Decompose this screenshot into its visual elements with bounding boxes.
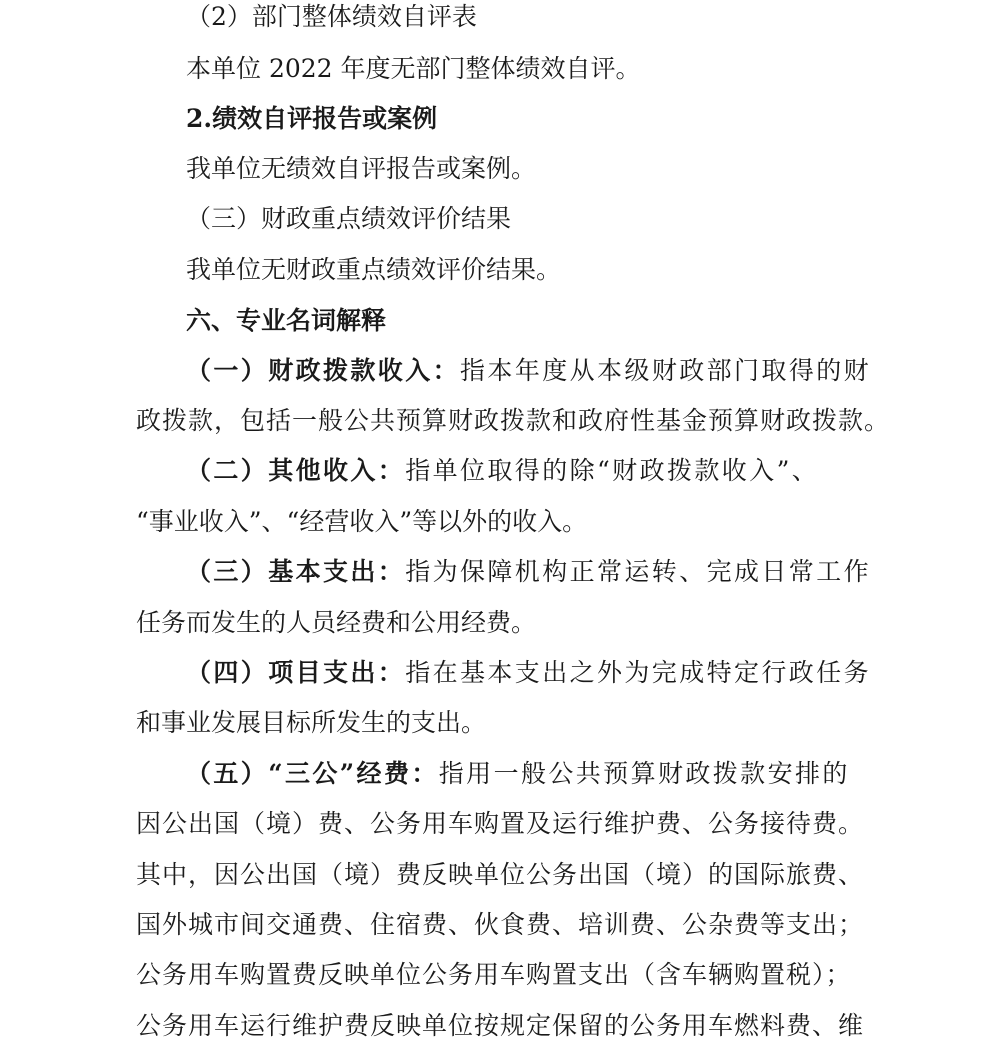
paragraph-no-dept-eval: 本单位 2022 年度无部门整体绩效自评。 <box>186 54 641 83</box>
term-definition: 指在基本支出之外为完成特定行政任务 <box>405 658 872 687</box>
term-other-income-cont: “事业收入”、“经营收入”等以外的收入。 <box>136 507 588 536</box>
subsection-heading-dept-eval-table: （2）部门整体绩效自评表 <box>186 2 477 31</box>
term-label: （三）基本支出： <box>186 557 406 586</box>
term-three-public-expenses <box>186 749 896 799</box>
paragraph-no-eval-report: 我单位无绩效自评报告或案例。 <box>186 154 537 183</box>
term-three-public-expenses-cont-1: 因公出国（境）费、公务用车购置及运行维护费、公务接待费。 <box>136 809 865 838</box>
term-other-income <box>186 446 896 496</box>
section-heading-terms: 六、专业名词解释 <box>186 306 387 335</box>
term-project-expenditure <box>186 648 896 698</box>
term-fiscal-appropriation-cont: 政拨款，包括一般公共预算财政拨款和政府性基金预算财政拨款。 <box>136 406 891 435</box>
term-definition: 指单位取得的除“财政拨款收入”、 <box>405 456 820 485</box>
heading-eval-report: 2.绩效自评报告或案例 <box>186 104 438 133</box>
heading-key-eval-results: （三）财政重点绩效评价结果 <box>186 204 512 233</box>
term-basic-expenditure-cont: 任务而发生的人员经费和公用经费。 <box>136 608 537 637</box>
term-three-public-expenses-cont-2: 其中，因公出国（境）费反映单位公务出国（境）的国际旅费、 <box>136 860 865 889</box>
term-label: （五）“三公”经费： <box>186 759 439 788</box>
term-three-public-expenses-cont-5: 公务用车运行维护费反映单位按规定保留的公务用车燃料费、维 <box>136 1011 865 1040</box>
term-three-public-expenses-cont-3: 国外城市间交通费、住宿费、伙食费、培训费、公杂费等支出； <box>136 910 865 939</box>
term-three-public-expenses-cont-4: 公务用车购置费反映单位公务用车购置支出（含车辆购置税）； <box>136 960 852 989</box>
term-project-expenditure-cont: 和事业发展目标所发生的支出。 <box>136 708 487 737</box>
term-label: （二）其他收入： <box>186 456 406 485</box>
term-basic-expenditure <box>186 547 896 597</box>
term-definition: 指本年度从本级财政部门取得的财 <box>460 356 872 385</box>
term-label: （一）财政拨款收入： <box>186 356 461 385</box>
term-label: （四）项目支出： <box>186 658 406 687</box>
term-definition: 指为保障机构正常运转、完成日常工作 <box>405 557 872 586</box>
term-fiscal-appropriation <box>186 346 896 396</box>
term-definition: 指用一般公共预算财政拨款安排的 <box>438 759 850 788</box>
paragraph-no-key-eval: 我单位无财政重点绩效评价结果。 <box>186 255 562 284</box>
